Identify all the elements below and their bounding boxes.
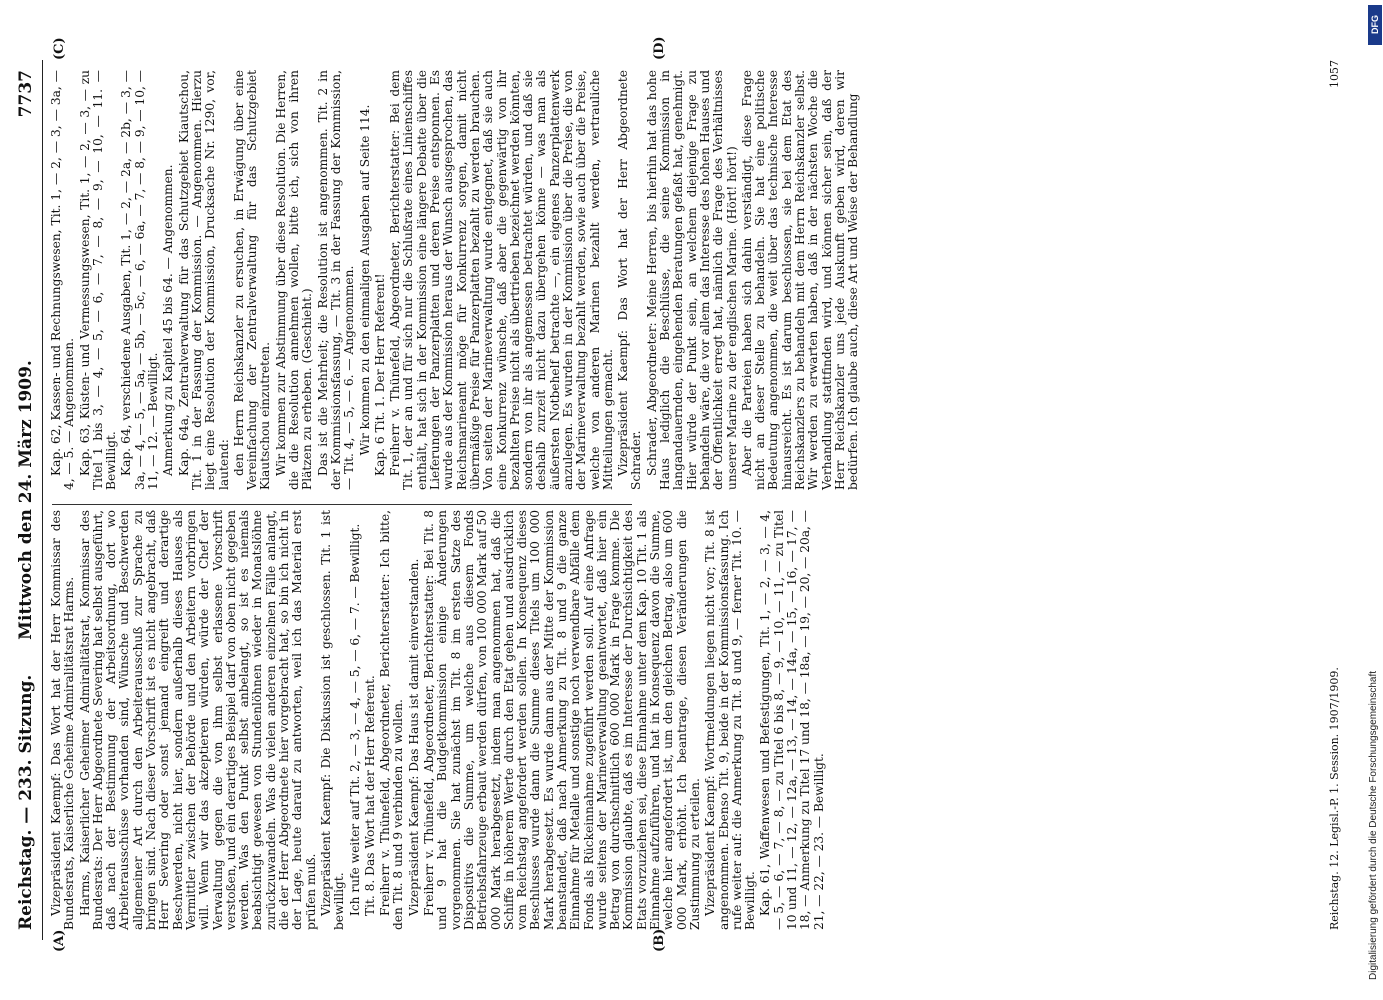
paragraph: Kap. 63, Küsten- und Vermessungswesen, Tit. 1, — 2, — 3, — zu Titel 1 bis 3, — 4, — 5, — 6, — 7, — 8, — 9, — 10, — 11. — Bewilligt. bbox=[77, 70, 119, 490]
paragraph: Freiherr v. Thünefeld, Abgeordneter, Berichterstatter: Ich bitte, den Tit. 8 und 9 verbinden zu wollen. bbox=[378, 510, 406, 930]
margin-marker-c: (C) bbox=[52, 37, 67, 60]
margin-marker-b: (B) bbox=[652, 928, 667, 952]
paragraph: Kap. 61, Waffenwesen und Befestigungen, Tit. 1, — 2, — 3, — 4, — 5, — 6, — 7, — 8, — zu Titel 6 bis 8, — 9, — 10, — 11, — zu Titel 10 und 11, — 12, — 12a, — 13, — 14, — 14a, — 15, — 16, — 17, — 18, — Anmerkung zu Titel 17 und 18, — 18a, — 19, — 20, — 20a, — 21, — 22, — 23. — Bewilligt. bbox=[758, 510, 826, 930]
column-divider bbox=[52, 504, 632, 505]
header-date: Mittwoch den 24. März 1909. bbox=[16, 360, 36, 640]
paragraph: Freiherr v. Thünefeld, Abgeordneter, Berichterstatter: Bei Tit. 8 und 9 hat die Budgetkommission einige Änderungen vorgenommen. Sie hat zunächst im Tit. 8 im ersten Satze des Dispositivs die Summe, um welche aus diesem Fonds Betriebsfahrzeuge erbaut werden dürfen, von 100 000 Mark auf 50 000 Mark herabgesetzt, indem man angenommen hat, daß die Schiffe in höherem Werte durch den Etat gehen und ausdrücklich vom Reichstag angefordert werden sollen. In Konsequenz dieses Beschlusses wurde dann die Summe dieses Titels um 100 000 Mark herabgesetzt. Es wurde dann aus der Mitte der Kommission beanstandet, daß nach Anmerkung zu Tit. 8 und 9 die ganze Einnahme für Metalle und sonstige noch verwendbare Abfälle dem Fonds als Rückeinnahme zugeführt werden soll. Auf eine Anfrage wurde seitens der Marineverwaltung geantwortet, daß hier ein Betrag von durchschnittlich 600 000 Mark in Frage komme. Die Kommission glaubte, daß es im Interesse der Durchsichtigkeit des Etats vorzuziehen sei, diese Einnahme unter dem Kap. 10 Tit. 1 als Einnahme aufzuführen, und hat in Konsequenz davon die Summe, welche hier angefordert ist, um den gleichen Betrag, also um 600 000 Mark, erhöht. Ich beantrage, diesen Veränderungen die Zustimmung zu erteilen. bbox=[422, 510, 702, 930]
paragraph: Schrader, Abgeordneter: Meine Herren, bis hierhin hat das hohe Haus lediglich die Beschlüsse, die seine Kommission in langandauernden, eingehenden Beratungen gefaßt hat, genehmigt. Hier würde der Punkt sein, an welchem diejenige Frage zu behandeln wäre, die vor allem das Interesse des hohen Hauses und der Öffentlichkeit erregt hat, nämlich die Frage des Verhältnisses unserer Marine zu der englischen Marine. (Hört! hört!) bbox=[644, 70, 739, 490]
paragraph: Wir kommen zur Abstimmung über diese Resolution. Die Herren, die die Resolution annehmen wollen, bitte ich, sich von ihren Plätzen zu erheben. (Geschieht.) bbox=[273, 70, 315, 490]
paragraph: Kap. 64a, Zentralverwaltung für das Schutzgebiet Kiautschou, Tit. 1 in der Fassung der Kommission. — Angenommen. Hierzu liegt eine Resolution der Kommission, Drucksache Nr. 1290, vor, lautend: bbox=[176, 70, 231, 490]
paragraph: Ich rufe weiter auf Tit. 2, — 3, — 4, — 5, — 6, — 7. — Bewilligt. bbox=[347, 523, 362, 916]
paragraph: Vizepräsident Kaempf: Das Haus ist damit einverstanden. bbox=[406, 558, 421, 916]
paragraph: Das ist die Mehrheit; die Resolution ist angenommen. Tit. 2 in der Kommissionsfassung, — Tit. 3 in der Fassung der Kommission, — Tit. 4, — 5, — 6. — Angenommen. bbox=[315, 70, 357, 490]
paragraph: Harms, Kaiserlicher Geheimer Admiralitätsrat, Kommissar des Bundesrats: Der Herr Abgeordnete Severing hat selbst ausgeführt, daß nach der Bestimmung der Arbeitsordnung, dort wo Arbeiterausschüsse vorhanden sind, Wünsche und Beschwerden allgemeiner Art durch den Arbeiterausschuß zur Sprache zu bringen sind. Nach dieser Vorschrift ist es nicht angebracht, daß Herr Severing oder sonst jemand eingreift und derartige Beschwerden, nicht hier, sondern außerhalb dieses Hauses als Vermittler zwischen der Behörde und den Arbeitern vorbringen will. Wenn wir das akzeptieren würden, würde der Chef der Verwaltung gegen die von ihm selbst erlassene Vorschrift verstoßen, und ein derartiges Beispiel darf von oben nicht gegeben werden. Was den Punkt selbst anbelangt, so ist es niemals beabsichtigt gewesen von Stundenlöhnen wieder in Monatslöhne zurückzuwandeln. Was die vielen anderen einzelnen Fälle anlangt, die der Herr Abgeordnete hier vorgebracht hat, so bin ich nicht in der Lage, heute darauf zu antworten, weil ich das Material erst prüfen muß. bbox=[77, 510, 318, 930]
left-column bbox=[50, 510, 828, 930]
page-signature: 1057 bbox=[1328, 60, 1341, 88]
header-session: Reichstag. — 233. Sitzung. bbox=[16, 674, 36, 930]
paragraph: Vizepräsident Kaempf: Das Wort hat der Herr Kommissar des Bundesrats, Kaiserliche Geheime Admiralitätsrat Harms. bbox=[49, 510, 77, 930]
digitization-note-text: Digitalisierung gefördert durch die Deutsche Forschungsgemeinschaft bbox=[1368, 670, 1379, 980]
margin-marker-d: (D) bbox=[652, 36, 667, 60]
dfg-logo: DFG bbox=[1368, 5, 1382, 45]
paragraph: Wir kommen zu den einmaligen Ausgaben auf Seite 114. bbox=[357, 104, 372, 456]
paragraph: Freiherr v. Thünefeld, Abgeordneter, Berichterstatter: Bei dem Tit. 1, der an und für sich nur die Schlußrate eines Linienschiffes enthält, hat sich in der Kommission eine längere Debatte über die Lieferungen der Panzerplatten und deren Preise entsponnen. Es wurde aus der Kommission heraus der Wunsch ausgesprochen, das Reichsmarineamt möge für Konkurrenz sorgen, damit nicht übermäßige Preise für Panzerplatten bezahlt zu werden brauchen. Von seiten der Marineverwaltung wurde entgegnet, daß sie auch eine Konkurrenz wünsche, daß aber die gegenwärtig von ihr bezahlten Preise nicht als übertrieben bezeichnet werden könnten, sondern von ihr als angemessen betrachtet würden, und daß sie deshalb zurzeit nicht dazu übergehen könne — was man als äußersten Notbehelf betrachte —, ein eigenes Panzerplattenwerk anzulegen. Es wurden in der Kommission über die Preise, die von der Marineverwaltung bezahlt werden, sowie auch über die Preise, welche von anderen Marinen bezahlt werden, vertrauliche Mitteilungen gemacht. bbox=[388, 70, 615, 490]
running-head bbox=[12, 60, 43, 940]
paragraph: Tit. 8. Das Wort hat der Herr Referent. bbox=[362, 675, 377, 916]
paragraph: Vizepräsident Kaempf: Die Diskussion ist geschlossen. Tit. 1 ist bewilligt. bbox=[318, 510, 347, 930]
paragraph: Kap. 62, Kassen- und Rechnungswesen, Tit. 1, — 2, — 3, — 3a, — 4, — 5. — Angenommen. bbox=[49, 70, 77, 490]
paragraph: Kap. 6 Tit. 1. Der Herr Referent! bbox=[372, 273, 387, 476]
paragraph: Anmerkung zu Kapitel 45 bis 64. — Angenommen. bbox=[161, 164, 176, 476]
paragraph: Aber die Parteien haben sich dahin verständigt, diese Frage nicht an dieser Stelle zu behandeln. Sie hat eine politische Bedeutung angenommen, die weit über das technische Interesse hinausreicht. Es ist darum beschlossen, sie bei dem Etat des Reichskanzlers zu behandeln mit dem Herrn Reichskanzler selbst. Wir werden zu erwarten haben, daß in der nächsten Woche die Verhandlung stattfinden wird, und können sicher sein, daß der Herr Reichskanzler uns jede Auskunft geben wird, deren wir bedürfen. Ich glaube auch, diese Art und Weise der Behandlung bbox=[739, 70, 861, 490]
paragraph: den Herrn Reichskanzler zu ersuchen, in Erwägung über eine Vereinfachung der Zentralverwaltung für das Schutzgebiet Kiautschou einzutreten. bbox=[231, 70, 273, 490]
margin-marker-a: (A) bbox=[52, 929, 67, 952]
digitization-note bbox=[1365, 0, 1383, 1000]
right-column bbox=[50, 70, 863, 490]
paragraph: Kap. 64, verschiedene Ausgaben, Tit. 1, — 2, — 2a, — 2b, — 3, — 3a, — 4, — 5, — 5a, — 5b, — 5c, — 6, — 6a, — 7, — 8, — 9, — 10, — 11, — 12. — Bewilligt. bbox=[119, 70, 161, 490]
paragraph: Vizepräsident Kaempf: Wortmeldungen liegen nicht vor; Tit. 8 ist angenommen. Ebenso Tit. 9, beide in der Kommissionsfassung. Ich rufe weiter auf: die Anmerkung zu Tit. 8 und 9, — ferner Tit. 10. — Bewilligt. bbox=[703, 510, 758, 930]
footer-citation: Reichstag. 12. Legisl.-P. 1. Session. 1907/1909. bbox=[1328, 667, 1341, 930]
header-page-number: 7737 bbox=[16, 70, 36, 118]
paragraph: Vizepräsident Kaempf: Das Wort hat der Herr Abgeordnete Schrader. bbox=[616, 70, 644, 490]
